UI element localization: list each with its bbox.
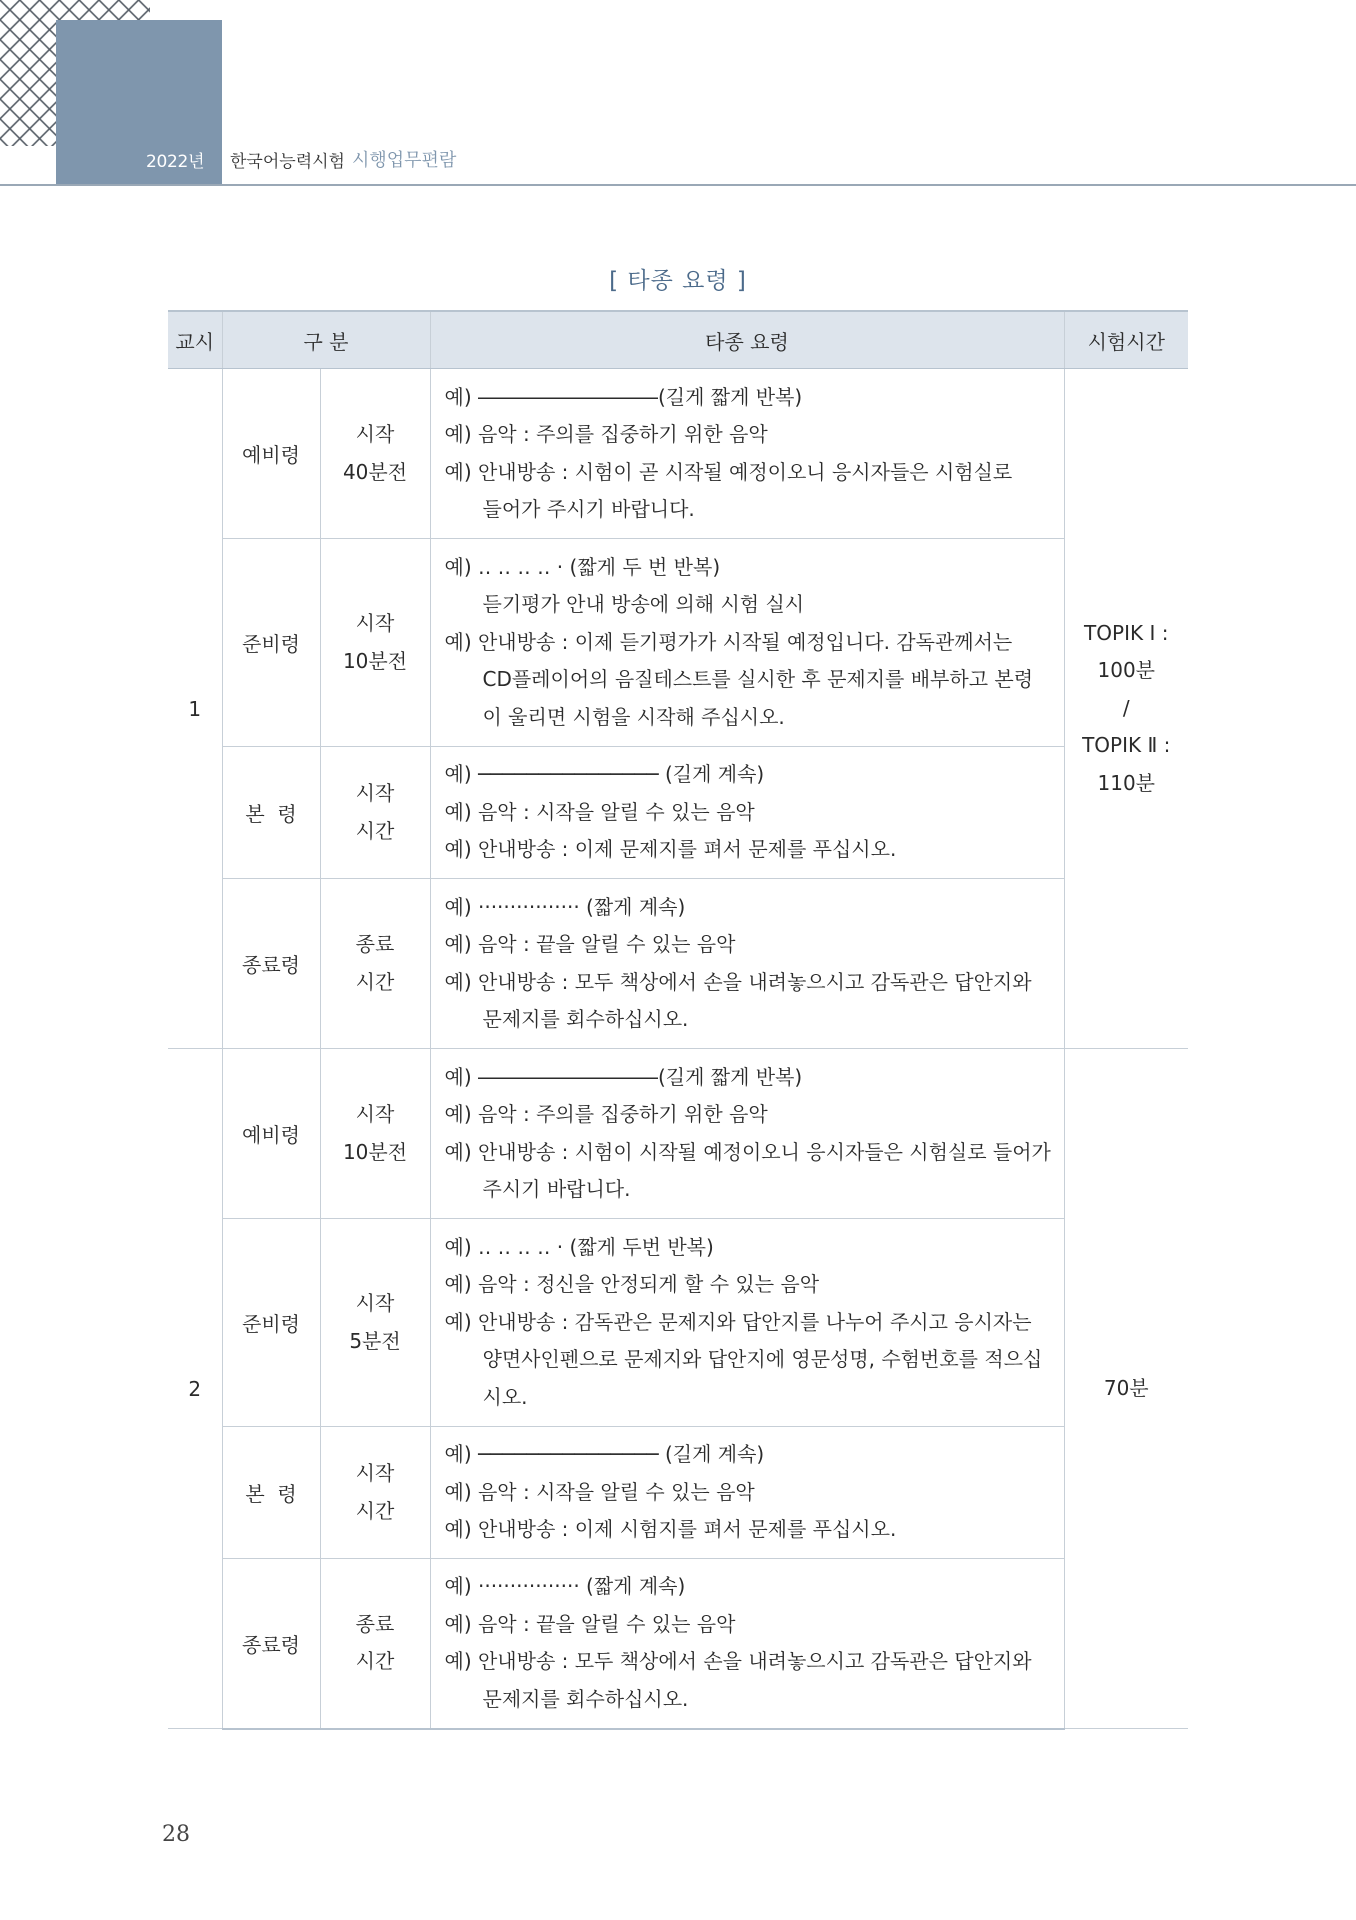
- period-number: 1: [168, 369, 222, 1049]
- signal-procedure: [430, 747, 1064, 879]
- procedure-line: 예) ―――――――――(길게 짧게 반복): [444, 1064, 803, 1089]
- signal-time-line: 5분전: [349, 1328, 401, 1353]
- signal-time-line: 시간: [355, 1498, 395, 1523]
- header-procedure: 타종 요령: [430, 311, 1064, 369]
- procedure-line: 예) ················ (짧게 계속): [444, 1574, 686, 1599]
- procedure-line: 예) ‥ ‥ ‥ ‥ · (짧게 두번 반복): [444, 1234, 714, 1259]
- signal-procedure: [430, 1219, 1064, 1427]
- procedure-line: 예) ················ (짧게 계속): [444, 894, 686, 919]
- signal-time-line: 시간: [355, 969, 395, 994]
- header-subtitle: 시행업무편람: [352, 150, 457, 171]
- signal-time-line: 시작: [355, 1291, 395, 1315]
- table-row: [168, 1559, 1188, 1729]
- header-category: 구 분: [222, 311, 430, 369]
- signal-time: [320, 369, 430, 539]
- procedure-line: 예) 안내방송 : 이제 시험지를 펴서 문제를 푸십시오.: [444, 1517, 897, 1542]
- signal-category: 본 령: [222, 747, 320, 879]
- exam-duration-line: 110분: [1097, 770, 1155, 795]
- procedure-line: 들어가 주시기 바랍니다.: [482, 497, 695, 521]
- signal-category: 본 령: [222, 1427, 320, 1559]
- procedure-line: 예) 음악 : 주의를 집중하기 위한 음악: [444, 1102, 768, 1126]
- procedure-line: 주시기 바랍니다.: [482, 1177, 631, 1201]
- signal-time-line: 시작: [355, 611, 395, 635]
- procedure-line: CD플레이어의 음질테스트를 실시한 후 문제지를 배부하고 본령: [482, 667, 1034, 692]
- signal-time-line: 시작: [355, 1461, 395, 1485]
- table-row: [168, 1219, 1188, 1427]
- signal-time-line: 시작: [355, 781, 395, 805]
- signal-time: [320, 747, 430, 879]
- signal-procedure: [430, 879, 1064, 1049]
- table-row: [168, 747, 1188, 879]
- signal-time-line: 종료: [355, 1611, 395, 1636]
- signal-category: 예비령: [222, 369, 320, 539]
- signal-procedure: [430, 1049, 1064, 1219]
- procedure-line: 양면사인펜으로 문제지와 답안지에 영문성명, 수험번호를 적으십: [482, 1347, 1043, 1372]
- signal-time-line: 시간: [355, 818, 395, 843]
- document-title: [ 타종 요령 ]: [609, 268, 747, 294]
- signal-procedure: [430, 369, 1064, 539]
- table-header-row: [168, 311, 1188, 369]
- exam-duration-line: TOPIK Ⅰ :: [1084, 620, 1169, 645]
- procedure-line: 예) 안내방송 : 이제 문제지를 펴서 문제를 푸십시오.: [444, 837, 897, 862]
- procedure-line: 예) ―――――――――(길게 짧게 반복): [444, 384, 803, 409]
- exam-duration: [1064, 1049, 1188, 1729]
- header-period: 교시: [168, 311, 222, 369]
- exam-duration-line: /: [1122, 695, 1130, 720]
- signal-category: 종료령: [222, 879, 320, 1049]
- signal-time-line: 10분전: [342, 1139, 408, 1164]
- signal-time: [320, 1049, 430, 1219]
- signal-category: 종료령: [222, 1559, 320, 1729]
- header-divider: [0, 184, 1356, 186]
- signal-procedure: [430, 539, 1064, 747]
- procedure-line: 예) 안내방송 : 모두 책상에서 손을 내려놓으시고 감독관은 답안지와: [444, 1649, 1032, 1674]
- exam-duration-line: TOPIK Ⅱ :: [1082, 733, 1171, 758]
- signal-time: [320, 1559, 430, 1729]
- table-row: [168, 1049, 1188, 1219]
- header-exam-time: 시험시간: [1064, 311, 1188, 369]
- signal-time: [320, 1219, 430, 1427]
- bell-signal-table: [168, 310, 1188, 1730]
- procedure-line: 이 울리면 시험을 시작해 주십시오.: [482, 704, 785, 729]
- signal-time-line: 시작: [355, 1102, 395, 1126]
- procedure-line: 예) 음악 : 시작을 알릴 수 있는 음악: [444, 1479, 755, 1504]
- exam-duration: [1064, 369, 1188, 1049]
- signal-procedure: [430, 1559, 1064, 1729]
- procedure-line: 예) ─────────────── (길게 계속): [444, 1442, 765, 1467]
- signal-time: [320, 879, 430, 1049]
- signal-category: 예비령: [222, 1049, 320, 1219]
- signal-time: [320, 539, 430, 747]
- exam-duration-line: 100분: [1097, 658, 1155, 683]
- header-year: 2022년: [146, 152, 205, 172]
- signal-time: [320, 1427, 430, 1559]
- signal-category: 준비령: [222, 539, 320, 747]
- signal-time-line: 종료: [355, 932, 395, 956]
- procedure-line: 예) 음악 : 끝을 알릴 수 있는 음악: [444, 1611, 736, 1636]
- procedure-line: 시오.: [482, 1384, 528, 1409]
- procedure-line: 예) 음악 : 시작을 알릴 수 있는 음악: [444, 799, 755, 824]
- signal-time-line: 시작: [355, 422, 395, 446]
- period-number: 2: [168, 1049, 222, 1729]
- header-title: 한국어능력시험: [230, 152, 345, 172]
- procedure-line: 예) ‥ ‥ ‥ ‥ · (짧게 두 번 반복): [444, 554, 721, 579]
- procedure-line: 예) ─────────────── (길게 계속): [444, 762, 765, 787]
- procedure-line: 예) 안내방송 : 시험이 곧 시작될 예정이오니 응시자들은 시험실로: [444, 459, 1013, 484]
- signal-category: 준비령: [222, 1219, 320, 1427]
- procedure-line: 예) 안내방송 : 감독관은 문제지와 답안지를 나누어 주시고 응시자는: [444, 1309, 1032, 1334]
- exam-duration-line: 70분: [1103, 1375, 1149, 1400]
- signal-time-line: 시간: [355, 1649, 395, 1674]
- procedure-line: 예) 음악 : 끝을 알릴 수 있는 음악: [444, 932, 736, 956]
- procedure-line: 문제지를 회수하십시오.: [482, 1686, 689, 1711]
- procedure-line: 예) 음악 : 주의를 집중하기 위한 음악: [444, 422, 768, 446]
- table-row: [168, 369, 1188, 539]
- table-body: [168, 369, 1188, 1729]
- procedure-line: 예) 안내방송 : 시험이 시작될 예정이오니 응시자들은 시험실로 들어가: [444, 1139, 1051, 1164]
- procedure-line: 예) 안내방송 : 모두 책상에서 손을 내려놓으시고 감독관은 답안지와: [444, 969, 1032, 994]
- signal-time-line: 40분전: [342, 459, 408, 484]
- page-number: 28: [162, 1822, 190, 1847]
- signal-procedure: [430, 1427, 1064, 1559]
- procedure-line: 예) 음악 : 정신을 안정되게 할 수 있는 음악: [444, 1272, 820, 1297]
- procedure-line: 문제지를 회수하십시오.: [482, 1007, 689, 1031]
- procedure-line: 예) 안내방송 : 이제 듣기평가가 시작될 예정입니다. 감독관께서는: [444, 629, 1013, 654]
- procedure-line: 듣기평가 안내 방송에 의해 시험 실시: [482, 592, 805, 617]
- table-row: [168, 879, 1188, 1049]
- table-row: [168, 539, 1188, 747]
- table-row: [168, 1427, 1188, 1559]
- signal-time-line: 10분전: [342, 648, 408, 673]
